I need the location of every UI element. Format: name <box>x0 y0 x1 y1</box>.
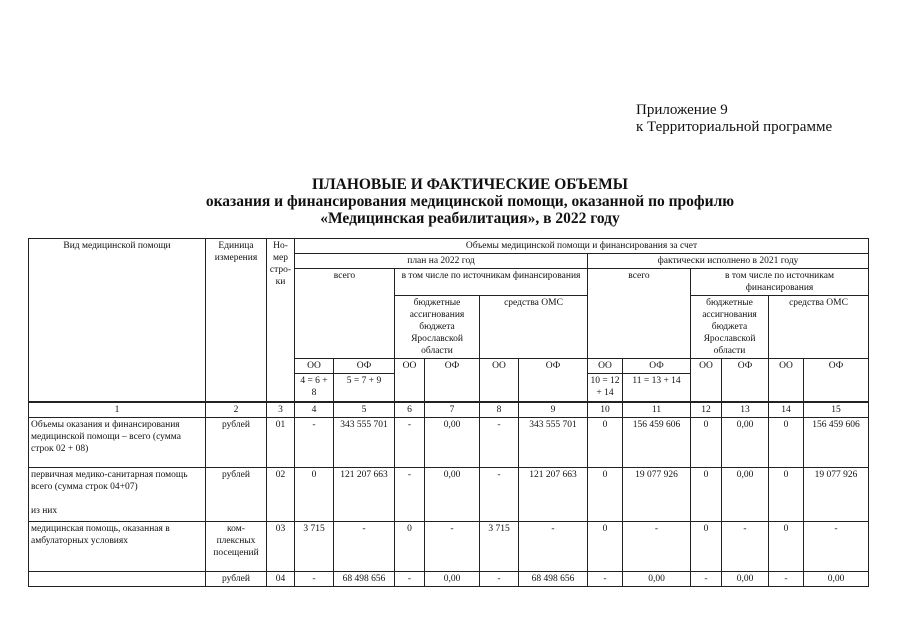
table-row <box>29 417 869 467</box>
header-plan-sources: в том числе по источникам финансирования <box>395 269 588 296</box>
row-number: 01 <box>267 417 295 467</box>
cell-value: - <box>425 521 480 571</box>
cell-value: 0 <box>588 467 623 521</box>
title-line-1: ПЛАНОВЫЕ И ФАКТИЧЕСКИЕ ОБЪЕМЫ <box>312 176 628 193</box>
cell-value: - <box>395 467 425 521</box>
cell-value: 0 <box>295 467 334 521</box>
row-unit: ком-плексных посещений <box>206 521 267 571</box>
cell-value: 0 <box>395 521 425 571</box>
cell-value: 0 <box>769 417 804 467</box>
header-unit: Единица измерения <box>206 239 267 402</box>
col-number: 1 <box>29 402 206 418</box>
cell-value: 19 077 926 <box>623 467 691 521</box>
oo-label: ОО <box>395 359 425 402</box>
row-number: 02 <box>267 467 295 521</box>
cell-value: 0 <box>691 417 722 467</box>
col-number: 10 <box>588 402 623 418</box>
of-label: ОФ <box>425 359 480 402</box>
row-unit: рублей <box>206 417 267 467</box>
of-label: ОФ <box>519 359 588 402</box>
cell-value: 343 555 701 <box>519 417 588 467</box>
row-name-text: первичная медико-санитарная помощь всего (сумма строк 04+07) <box>31 469 188 492</box>
cell-value: 3 715 <box>480 521 519 571</box>
cell-value: - <box>480 467 519 521</box>
col-number: 4 <box>295 402 334 418</box>
header-type: Вид медицинской помощи <box>29 239 206 402</box>
cell-value: 68 498 656 <box>334 571 395 586</box>
appendix-note <box>636 102 832 136</box>
col-number: 11 <box>623 402 691 418</box>
header-plan-budget: бюджетные ассигнования бюджета Ярославской области <box>395 296 480 359</box>
formula-fact-oo: 10 = 12 + 14 <box>588 374 623 402</box>
cell-value: 0,00 <box>425 467 480 521</box>
header-fact-total: всего <box>588 269 691 359</box>
col-number: 12 <box>691 402 722 418</box>
row-number: 03 <box>267 521 295 571</box>
title-line-2: оказания и финансирования медицинской помощи, оказанной по профилю <box>205 193 735 210</box>
cell-value: 0,00 <box>623 571 691 586</box>
oo-label: ОО <box>295 359 334 374</box>
cell-value: - <box>334 521 395 571</box>
formula-fact-of: 11 = 13 + 14 <box>623 374 691 402</box>
cell-value: 0 <box>691 467 722 521</box>
column-number-row <box>29 402 869 418</box>
appendix-line-2: к Территориальной программе <box>636 119 833 135</box>
row-name: медицинская помощь, оказанная в амбулаторных условиях <box>29 521 206 571</box>
oo-label: ОО <box>480 359 519 402</box>
formula-plan-of: 5 = 7 + 9 <box>334 374 395 402</box>
oo-label: ОО <box>769 359 804 402</box>
cell-value: 3 715 <box>295 521 334 571</box>
header-fact: фактически исполнено в 2021 году <box>588 254 869 269</box>
cell-value: - <box>804 521 869 571</box>
of-label: ОФ <box>334 359 395 374</box>
col-number: 6 <box>395 402 425 418</box>
cell-value: 0,00 <box>722 467 769 521</box>
row-name <box>29 467 206 521</box>
of-label: ОФ <box>804 359 869 402</box>
row-extra-text: из них <box>31 505 58 516</box>
title-line-3: «Медицинская реабилитация», в 2022 году <box>320 210 620 227</box>
cell-value: - <box>691 571 722 586</box>
cell-value: 19 077 926 <box>804 467 869 521</box>
cell-value: 343 555 701 <box>334 417 395 467</box>
cell-value: - <box>295 571 334 586</box>
header-row-1 <box>29 239 869 254</box>
cell-value: - <box>519 521 588 571</box>
header-fact-budget: бюджетные ассигнования бюджета Ярославской области <box>691 296 769 359</box>
cell-value: 0 <box>691 521 722 571</box>
cell-value: 121 207 663 <box>334 467 395 521</box>
table-row <box>29 571 869 586</box>
cell-value: - <box>769 571 804 586</box>
col-number: 13 <box>722 402 769 418</box>
table-row <box>29 467 869 521</box>
cell-value: 0 <box>769 467 804 521</box>
cell-value: 68 498 656 <box>519 571 588 586</box>
oo-label: ОО <box>691 359 722 402</box>
cell-value: 0,00 <box>804 571 869 586</box>
cell-value: - <box>395 571 425 586</box>
header-volumes: Объемы медицинской помощи и финансирования за счет <box>295 239 869 254</box>
row-name: Объемы оказания и финансирования медицинской помощи – всего (сумма строк 02 + 08) <box>29 417 206 467</box>
row-number: 04 <box>267 571 295 586</box>
header-fact-sources: в том числе по источникам финансирования <box>691 269 869 296</box>
cell-value: 0,00 <box>722 571 769 586</box>
col-number: 9 <box>519 402 588 418</box>
document-title <box>0 176 905 227</box>
volumes-table <box>28 238 869 587</box>
header-fact-oms: средства ОМС <box>769 296 869 359</box>
col-number: 8 <box>480 402 519 418</box>
cell-value: 0 <box>769 521 804 571</box>
col-number: 2 <box>206 402 267 418</box>
cell-value: - <box>722 521 769 571</box>
cell-value: - <box>295 417 334 467</box>
appendix-line-1: Приложение 9 <box>636 102 728 118</box>
row-unit: рублей <box>206 467 267 521</box>
header-plan-oms: средства ОМС <box>480 296 588 359</box>
of-label: ОФ <box>722 359 769 402</box>
oo-label: ОО <box>588 359 623 374</box>
header-plan: план на 2022 год <box>295 254 588 269</box>
cell-value: 156 459 606 <box>623 417 691 467</box>
col-number: 14 <box>769 402 804 418</box>
cell-value: - <box>588 571 623 586</box>
of-label: ОФ <box>623 359 691 374</box>
formula-plan-oo: 4 = 6 + 8 <box>295 374 334 402</box>
cell-value: 156 459 606 <box>804 417 869 467</box>
cell-value: 0,00 <box>722 417 769 467</box>
cell-value: 0 <box>588 417 623 467</box>
col-number: 15 <box>804 402 869 418</box>
cell-value: - <box>480 571 519 586</box>
cell-value: - <box>623 521 691 571</box>
row-unit: рублей <box>206 571 267 586</box>
col-number: 3 <box>267 402 295 418</box>
header-plan-total: всего <box>295 269 395 359</box>
cell-value: 121 207 663 <box>519 467 588 521</box>
table-row <box>29 521 869 571</box>
col-number: 5 <box>334 402 395 418</box>
cell-value: - <box>395 417 425 467</box>
row-name <box>29 571 206 586</box>
cell-value: 0,00 <box>425 571 480 586</box>
cell-value: 0,00 <box>425 417 480 467</box>
cell-value: - <box>480 417 519 467</box>
col-number: 7 <box>425 402 480 418</box>
header-row-number: Но-мер стро-ки <box>267 239 295 402</box>
cell-value: 0 <box>588 521 623 571</box>
